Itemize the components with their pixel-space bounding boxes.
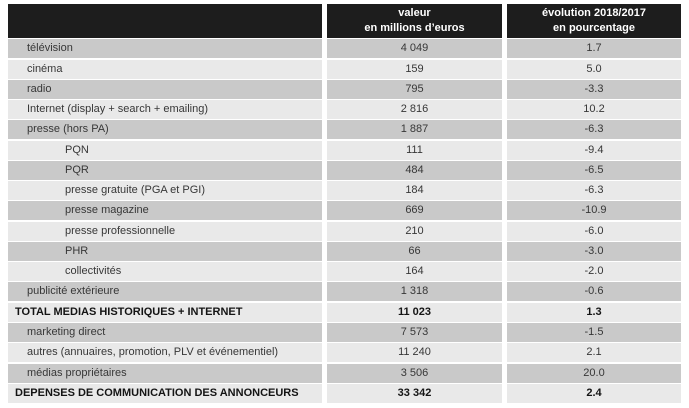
row-valeur: 66 (327, 242, 502, 261)
row-label: presse gratuite (PGA et PGI) (8, 181, 322, 200)
table-body (8, 39, 681, 403)
row-valeur: 4 049 (327, 39, 502, 58)
table-row (8, 201, 681, 220)
row-label: PHR (8, 242, 322, 261)
row-evolution: 2.4 (507, 384, 681, 403)
table-row (8, 384, 681, 403)
row-valeur: 7 573 (327, 323, 502, 342)
row-label: presse professionnelle (8, 222, 322, 241)
row-evolution: 1.7 (507, 39, 681, 58)
row-valeur: 2 816 (327, 100, 502, 119)
table-row (8, 262, 681, 281)
row-label: médias propriétaires (8, 364, 322, 383)
header-cell-evolution (507, 4, 681, 38)
row-valeur: 33 342 (327, 384, 502, 403)
row-valeur: 484 (327, 161, 502, 180)
table-row (8, 141, 681, 160)
table-row (8, 303, 681, 322)
table-row (8, 242, 681, 261)
header-cell-valeur (327, 4, 502, 38)
row-label: TOTAL MEDIAS HISTORIQUES + INTERNET (8, 303, 322, 322)
row-evolution: -9.4 (507, 141, 681, 160)
header-cell-empty (8, 4, 322, 38)
row-label: autres (annuaires, promotion, PLV et événementiel) (8, 343, 322, 362)
table-row (8, 120, 681, 139)
row-label: publicité extérieure (8, 282, 322, 301)
row-valeur: 159 (327, 60, 502, 79)
row-valeur: 669 (327, 201, 502, 220)
row-valeur: 3 506 (327, 364, 502, 383)
row-valeur: 11 023 (327, 303, 502, 322)
table-header (8, 4, 681, 38)
header-evolution-line1: évolution 2018/2017 (542, 7, 646, 19)
table-row (8, 100, 681, 119)
row-label: télévision (8, 39, 322, 58)
row-evolution: -6.3 (507, 181, 681, 200)
row-evolution: 2.1 (507, 343, 681, 362)
table-row (8, 161, 681, 180)
header-valeur-line2: en millions d’euros (364, 22, 465, 34)
row-label: collectivités (8, 262, 322, 281)
row-label: presse magazine (8, 201, 322, 220)
table-row (8, 181, 681, 200)
row-evolution: -1.5 (507, 323, 681, 342)
row-evolution: -0.6 (507, 282, 681, 301)
table-row (8, 39, 681, 58)
media-spend-table (8, 4, 681, 404)
row-evolution: -10.9 (507, 201, 681, 220)
row-evolution: -6.0 (507, 222, 681, 241)
header-valeur-line1: valeur (398, 7, 431, 19)
row-valeur: 1 887 (327, 120, 502, 139)
table-row (8, 364, 681, 383)
table-row (8, 282, 681, 301)
row-valeur: 1 318 (327, 282, 502, 301)
row-evolution: -6.3 (507, 120, 681, 139)
row-evolution: 20.0 (507, 364, 681, 383)
header-evolution-line2: en pourcentage (553, 22, 635, 34)
row-label: radio (8, 80, 322, 99)
row-evolution: 1.3 (507, 303, 681, 322)
row-valeur: 164 (327, 262, 502, 281)
table-row (8, 222, 681, 241)
row-label: Internet (display + search + emailing) (8, 100, 322, 119)
row-label: presse (hors PA) (8, 120, 322, 139)
row-valeur: 210 (327, 222, 502, 241)
row-label: marketing direct (8, 323, 322, 342)
table-row (8, 60, 681, 79)
table-row (8, 80, 681, 99)
row-valeur: 184 (327, 181, 502, 200)
table-row (8, 323, 681, 342)
row-evolution: -3.0 (507, 242, 681, 261)
row-label: PQR (8, 161, 322, 180)
row-evolution: -2.0 (507, 262, 681, 281)
table-row (8, 343, 681, 362)
row-valeur: 11 240 (327, 343, 502, 362)
row-evolution: -6.5 (507, 161, 681, 180)
row-label: DEPENSES DE COMMUNICATION DES ANNONCEURS (8, 384, 322, 403)
row-evolution: -3.3 (507, 80, 681, 99)
row-evolution: 10.2 (507, 100, 681, 119)
row-evolution: 5.0 (507, 60, 681, 79)
row-label: cinéma (8, 60, 322, 79)
row-valeur: 795 (327, 80, 502, 99)
row-label: PQN (8, 141, 322, 160)
row-valeur: 111 (327, 141, 502, 160)
